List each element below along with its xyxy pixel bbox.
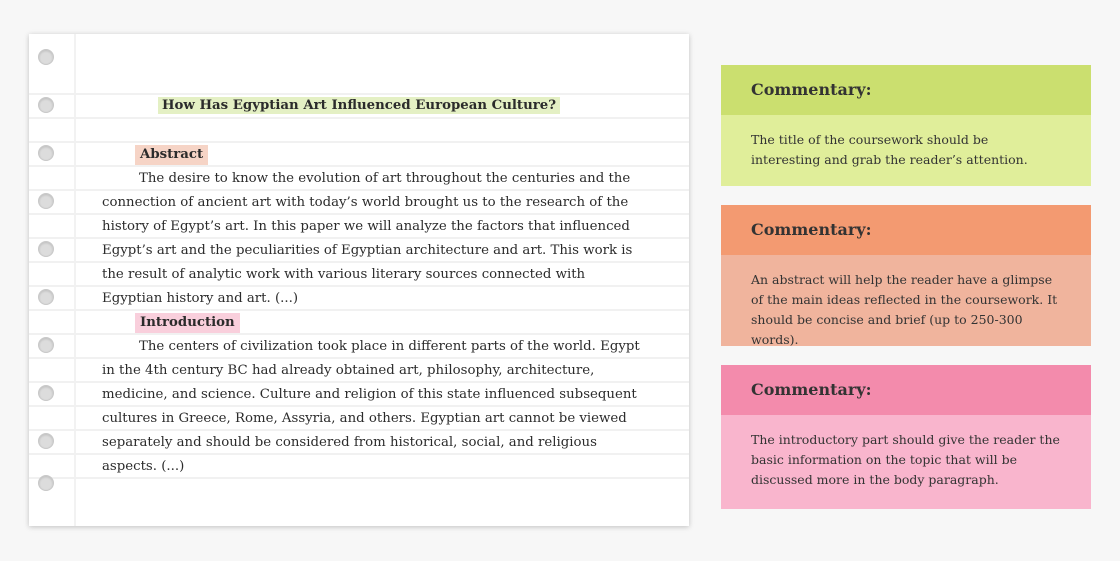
commentary-text: An abstract will help the reader have a glimpse of the main ideas reflected in the coursework. It should be concise and brief (up to 250-300 words). — [721, 255, 1091, 346]
commentary-card-title — [721, 65, 1091, 186]
document-title — [29, 96, 689, 116]
abstract-heading: Abstract — [135, 145, 208, 165]
commentary-card-abstract — [721, 205, 1091, 346]
binder-hole — [38, 49, 54, 65]
ruled-line — [29, 93, 689, 95]
introduction-paragraph: The centers of civilization took place in different parts of the world. Egypt in the 4th century BC had already obtained art, philosophy, architecture, medicine, and science. Culture and religion of this state influenced subsequent cultures in Greece, Rome, Assyria, and others. Egyptian art cannot be viewed separately and should be considered from historical, social, and religious aspects. (...) — [102, 339, 640, 474]
commentary-card-introduction — [721, 365, 1091, 509]
commentary-text: The title of the coursework should be interesting and grab the reader’s attention. — [721, 115, 1091, 186]
binder-hole — [38, 289, 54, 305]
commentary-header: Commentary: — [721, 65, 1091, 115]
ruled-line — [29, 117, 689, 119]
notebook-sheet — [29, 34, 689, 526]
abstract-paragraph: The desire to know the evolution of art throughout the centuries and the connection of ancient art with today’s world brought us to the research of the history of Egypt’s art. In this paper we will analyze the factors that influenced Egypt’s art and the peculiarities of Egyptian architecture and art. This work is the result of analytic work with various literary sources connected with Egyptian history and art. (...) — [102, 171, 633, 306]
binder-hole — [38, 475, 54, 491]
document-title-text: How Has Egyptian Art Influenced European Culture? — [158, 97, 560, 114]
commentary-header: Commentary: — [721, 205, 1091, 255]
introduction-heading: Introduction — [135, 313, 240, 333]
binder-hole — [38, 337, 54, 353]
commentary-text: The introductory part should give the reader the basic information on the topic that will be discussed more in the body paragraph. — [721, 415, 1091, 509]
binder-hole — [38, 145, 54, 161]
commentary-header: Commentary: — [721, 365, 1091, 415]
binder-hole — [38, 433, 54, 449]
binder-hole — [38, 385, 54, 401]
binder-hole — [38, 241, 54, 257]
binder-hole — [38, 193, 54, 209]
ruled-line — [29, 141, 689, 143]
